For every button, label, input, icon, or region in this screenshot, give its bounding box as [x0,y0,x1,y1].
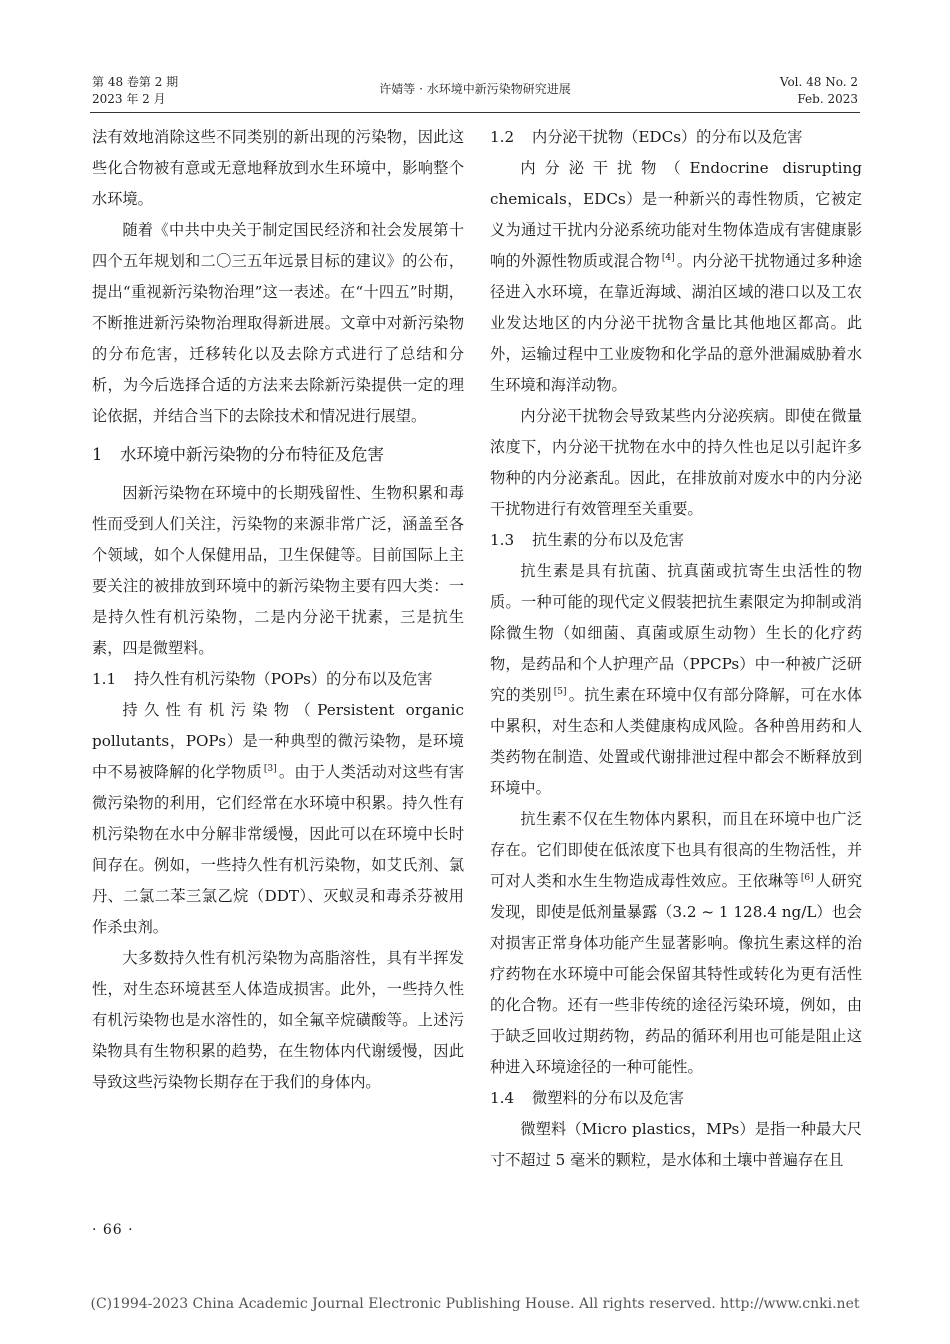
section-title: 持久性有机污染物（POPs）的分布以及危害 [134,670,433,688]
text-run: 。抗生素在环境中仅有部分降解，可在水体中累积，对生态和人类健康构成风险。各种兽用药和人类药物在制造、处置或代谢排泄过程中都会不断释放到环境中。 [490,686,863,797]
text-run: 抗生素不仅在生物体内累积，而且在环境中也广泛存在。它们即使在低浓度下也具有很高的生物活性，并可对人类和水生生物造成毒性效应。王依琳等 [490,810,862,890]
section-number: 1.2 [490,128,515,146]
text-run: 。由于人类活动对这些有害微污染物的利用，它们经常在水环境中积累。持久性有机污染物在水中分解非常缓慢，因此可以在环境中长时间存在。例如，一些持久性有机污染物，如艾氏剂、氯丹、二氯二苯三氯乙烷（DDT）、灭蚁灵和毒杀芬被用作杀虫剂。 [92,763,465,936]
citation-ref[interactable]: [6] [800,872,814,883]
paragraph: 随着《中共中央关于制定国民经济和社会发展第十四个五年规划和二〇三五年远景目标的建议》的公布，提出“重视新污染物治理”这一表述。在“十四五”时期，不断推进新污染物治理取得新进展。文章中对新污染物的分布危害，迁移转化以及去除方式进行了总结和分析，为今后选择合适的方法来去除新污染提供一定的理论依据，并结合当下的去除技术和情况进行展望。 [92,221,464,425]
section-heading-1 [92,438,464,472]
left-column [92,122,464,1098]
paragraph [92,695,464,943]
section-number: 1.3 [490,531,515,549]
section-number: 1.4 [490,1089,515,1107]
paragraph: 微塑料（Micro plastics，MPs）是指一种最大尺寸不超过 5 毫米的颗粒，是水体和土壤中普遍存在且 [490,1120,862,1169]
header-running-title: 许婧等 · 水环境中新污染物研究进展 [379,82,571,96]
text-run: 内分泌干扰物（Endocrine disrupting chemicals，EDCs）是一种新兴的毒性物质，它被定义为通过干扰内分泌系统功能对生物体造成有害健康影响的外源性物质或混合物 [490,159,862,270]
section-heading-1-3 [490,525,862,556]
paragraph: 内分泌干扰物会导致某些内分泌疾病。即使在微量浓度下，内分泌干扰物在水中的持久性也足以引起许多物种的内分泌紊乱。因此，在排放前对废水中的内分泌干扰物进行有效管理至关重要。 [490,407,862,518]
paragraph: 大多数持久性有机污染物为高脂溶性，具有半挥发性，对生态环境甚至人体造成损害。此外，一些持久性有机污染物也是水溶性的，如全氟辛烷磺酸等。上述污染物具有生物积累的趋势，在生物体内代谢缓慢，因此导致这些污染物长期存在于我们的身体内。 [92,949,464,1091]
section-heading-1-1 [92,664,464,695]
citation-ref[interactable]: [3] [263,763,277,774]
paragraph: 因新污染物在环境中的长期残留性、生物积累和毒性而受到人们关注，污染物的来源非常广泛，涵盖至各个领域，如个人保健用品，卫生保健等。目前国际上主要关注的被排放到环境中的新污染物主要有四大类：一是持久性有机污染物，二是内分泌干扰素，三是抗生素，四是微塑料。 [92,484,464,657]
page-number: · 66 · [92,1222,134,1238]
paragraph [490,556,862,804]
section-heading-1-2 [490,122,862,153]
section-number: 1 [92,445,103,464]
text-run: 。内分泌干扰物通过多种途径进入水环境，在靠近海域、湖泊区域的港口以及工农业发达地区的内分泌干扰物含量比其他地区都高。此外，运输过程中工业废物和化学品的意外泄漏威胁着水生环境和海洋动物。 [490,252,863,394]
paragraph: 法有效地消除这些不同类别的新出现的污染物，因此这些化合物被有意或无意地释放到水生环境中，影响整个水环境。 [92,128,464,208]
right-column [490,122,862,1176]
text-run: 人研究发现，即使是低剂量暴露（3.2 ~ 1 128.4 ng/L）也会对损害正常身体功能产生显著影响。像抗生素这样的治疗药物在水环境中可能会保留其特性或转化为更有活性的化合物。还有一些非传统的途径污染环境，例如，由于缺乏回收过期药物，药品的循环利用也可能是阻止这种进入环境途径的一种可能性。 [490,872,863,1076]
header-volume-en: Vol. 48 No. 2 [779,75,858,89]
header-rule [90,112,860,113]
section-number: 1.1 [92,670,117,688]
section-title: 微塑料的分布以及危害 [532,1089,684,1107]
citation-ref[interactable]: [4] [661,252,675,263]
header-journal-info-en [780,74,858,108]
text-run: 持久性有机污染物（Persistent organic pollutants，POPs）是一种典型的微污染物，是环境中不易被降解的化学物质 [92,701,464,781]
header-volume: 第 48 卷第 2 期 [92,75,179,89]
text-run: 抗生素是具有抗菌、抗真菌或抗寄生虫活性的物质。一种可能的现代定义假装把抗生素限定为抑制或消除微生物（如细菌、真菌或原生动物）生长的化疗药物，是药品和个人护理产品（PPCPs）中一种被广泛研究的类别 [490,562,862,704]
paragraph [490,153,862,401]
citation-ref[interactable]: [5] [553,686,567,697]
paragraph [490,804,862,1083]
copyright-footer: (C)1994-2023 China Academic Journal Electronic Publishing House. All rights reserved. http://www.cnki.net [90,1296,860,1312]
header-date-en: Feb. 2023 [797,92,858,106]
section-title: 抗生素的分布以及危害 [532,531,684,549]
header-date: 2023 年 2 月 [92,92,166,106]
section-heading-1-4 [490,1083,862,1114]
section-title: 内分泌干扰物（EDCs）的分布以及危害 [532,128,803,146]
section-title: 水环境中新污染物的分布特征及危害 [120,445,384,464]
